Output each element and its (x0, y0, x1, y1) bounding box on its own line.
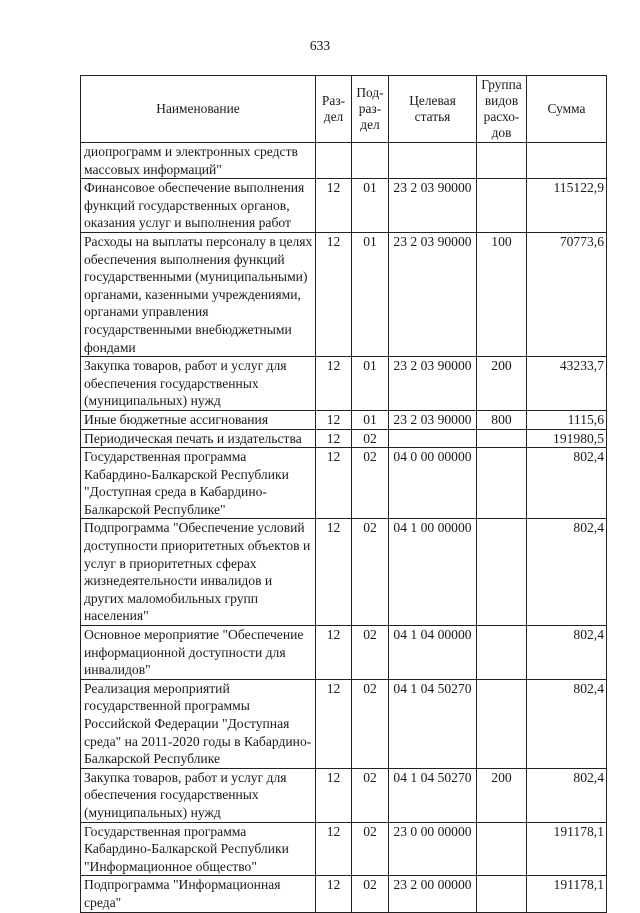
cell-sum: 191178,1 (527, 876, 607, 912)
table-row (81, 410, 607, 429)
cell-group (477, 429, 527, 448)
cell-name: Расходы на выплаты персоналу в целях обеспечения выполнения функций государственными (муниципальными) органами, казенными учреждениями, органами управления государственными внебюджетными фондами (81, 232, 316, 356)
cell-group (477, 519, 527, 626)
cell-subsection: 02 (352, 679, 389, 768)
cell-sum: 802,4 (527, 519, 607, 626)
cell-group (477, 822, 527, 876)
cell-target (389, 429, 477, 448)
header-subsection: Под- раз- дел (352, 76, 389, 143)
cell-target: 23 2 03 90000 (389, 410, 477, 429)
cell-section: 12 (316, 448, 352, 519)
cell-group (477, 448, 527, 519)
cell-section: 12 (316, 679, 352, 768)
cell-name: Периодическая печать и издательства (81, 429, 316, 448)
header-group: Группа видов расхо- дов (477, 76, 527, 143)
table-row (81, 822, 607, 876)
cell-group (477, 179, 527, 233)
table-body (81, 143, 607, 913)
table-row (81, 519, 607, 626)
cell-target: 23 0 00 00000 (389, 822, 477, 876)
table-row (81, 448, 607, 519)
cell-section: 12 (316, 822, 352, 876)
budget-table (80, 75, 607, 913)
cell-sum: 115122,9 (527, 179, 607, 233)
table-row (81, 876, 607, 912)
cell-section: 12 (316, 357, 352, 411)
cell-section: 12 (316, 232, 352, 356)
cell-target: 23 2 03 90000 (389, 232, 477, 356)
table-row (81, 179, 607, 233)
table-row (81, 429, 607, 448)
table-row (81, 357, 607, 411)
cell-target (389, 143, 477, 179)
table-row (81, 626, 607, 680)
cell-section: 12 (316, 410, 352, 429)
cell-target: 23 2 03 90000 (389, 357, 477, 411)
cell-subsection (352, 143, 389, 179)
cell-group: 200 (477, 357, 527, 411)
cell-group: 800 (477, 410, 527, 429)
cell-sum: 802,4 (527, 448, 607, 519)
cell-sum: 802,4 (527, 626, 607, 680)
cell-subsection: 02 (352, 448, 389, 519)
cell-name: Подпрограмма "Информационная среда" (81, 876, 316, 912)
cell-name: Государственная программа Кабардино-Балкарской Республики "Доступная среда в Кабардино-Балкарской Республике" (81, 448, 316, 519)
cell-target: 04 1 04 00000 (389, 626, 477, 680)
cell-target: 23 2 03 90000 (389, 179, 477, 233)
cell-target: 04 1 04 50270 (389, 768, 477, 822)
table-row (81, 143, 607, 179)
cell-sum: 802,4 (527, 679, 607, 768)
cell-subsection: 02 (352, 876, 389, 912)
cell-subsection: 01 (352, 179, 389, 233)
header-name: Наименование (81, 76, 316, 143)
cell-group (477, 626, 527, 680)
cell-subsection: 01 (352, 232, 389, 356)
cell-section: 12 (316, 626, 352, 680)
cell-subsection: 02 (352, 429, 389, 448)
cell-name: Закупка товаров, работ и услуг для обеспечения государственных (муниципальных) нужд (81, 357, 316, 411)
cell-sum: 43233,7 (527, 357, 607, 411)
cell-name: диопрограмм и электронных средств массовых информаций" (81, 143, 316, 179)
cell-name: Финансовое обеспечение выполнения функций государственных органов, оказания услуг и выполнения работ (81, 179, 316, 233)
cell-name: Государственная программа Кабардино-Балкарской Республики "Информационное общество" (81, 822, 316, 876)
cell-subsection: 02 (352, 626, 389, 680)
cell-subsection: 02 (352, 519, 389, 626)
cell-subsection: 02 (352, 768, 389, 822)
cell-sum: 1115,6 (527, 410, 607, 429)
cell-section: 12 (316, 519, 352, 626)
cell-sum: 191178,1 (527, 822, 607, 876)
cell-section (316, 143, 352, 179)
cell-name: Иные бюджетные ассигнования (81, 410, 316, 429)
table-row (81, 679, 607, 768)
cell-sum: 802,4 (527, 768, 607, 822)
cell-group (477, 143, 527, 179)
cell-group: 100 (477, 232, 527, 356)
cell-sum (527, 143, 607, 179)
cell-sum: 70773,6 (527, 232, 607, 356)
cell-section: 12 (316, 876, 352, 912)
cell-target: 04 0 00 00000 (389, 448, 477, 519)
cell-target: 04 1 04 50270 (389, 679, 477, 768)
header-sum: Сумма (527, 76, 607, 143)
cell-section: 12 (316, 179, 352, 233)
cell-subsection: 01 (352, 410, 389, 429)
cell-group: 200 (477, 768, 527, 822)
header-section: Раз- дел (316, 76, 352, 143)
cell-target: 04 1 00 00000 (389, 519, 477, 626)
header-row (81, 76, 607, 143)
cell-name: Подпрограмма "Обеспечение условий доступности приоритетных объектов и услуг в приоритетных сферах жизнедеятельности инвалидов и других маломобильных групп населения" (81, 519, 316, 626)
cell-name: Основное мероприятие "Обеспечение информационной доступности для инвалидов" (81, 626, 316, 680)
page-number: 633 (309, 38, 331, 53)
cell-section: 12 (316, 429, 352, 448)
cell-group (477, 876, 527, 912)
cell-sum: 191980,5 (527, 429, 607, 448)
cell-name: Закупка товаров, работ и услуг для обеспечения государственных (муниципальных) нужд (81, 768, 316, 822)
table-row (81, 232, 607, 356)
header-target: Целевая статья (389, 76, 477, 143)
table-row (81, 768, 607, 822)
cell-subsection: 01 (352, 357, 389, 411)
cell-section: 12 (316, 768, 352, 822)
cell-group (477, 679, 527, 768)
cell-subsection: 02 (352, 822, 389, 876)
cell-name: Реализация мероприятий государственной программы Российской Федерации "Доступная среда" на 2011-2020 годы в Кабардино-Балкарской Республике (81, 679, 316, 768)
cell-target: 23 2 00 00000 (389, 876, 477, 912)
